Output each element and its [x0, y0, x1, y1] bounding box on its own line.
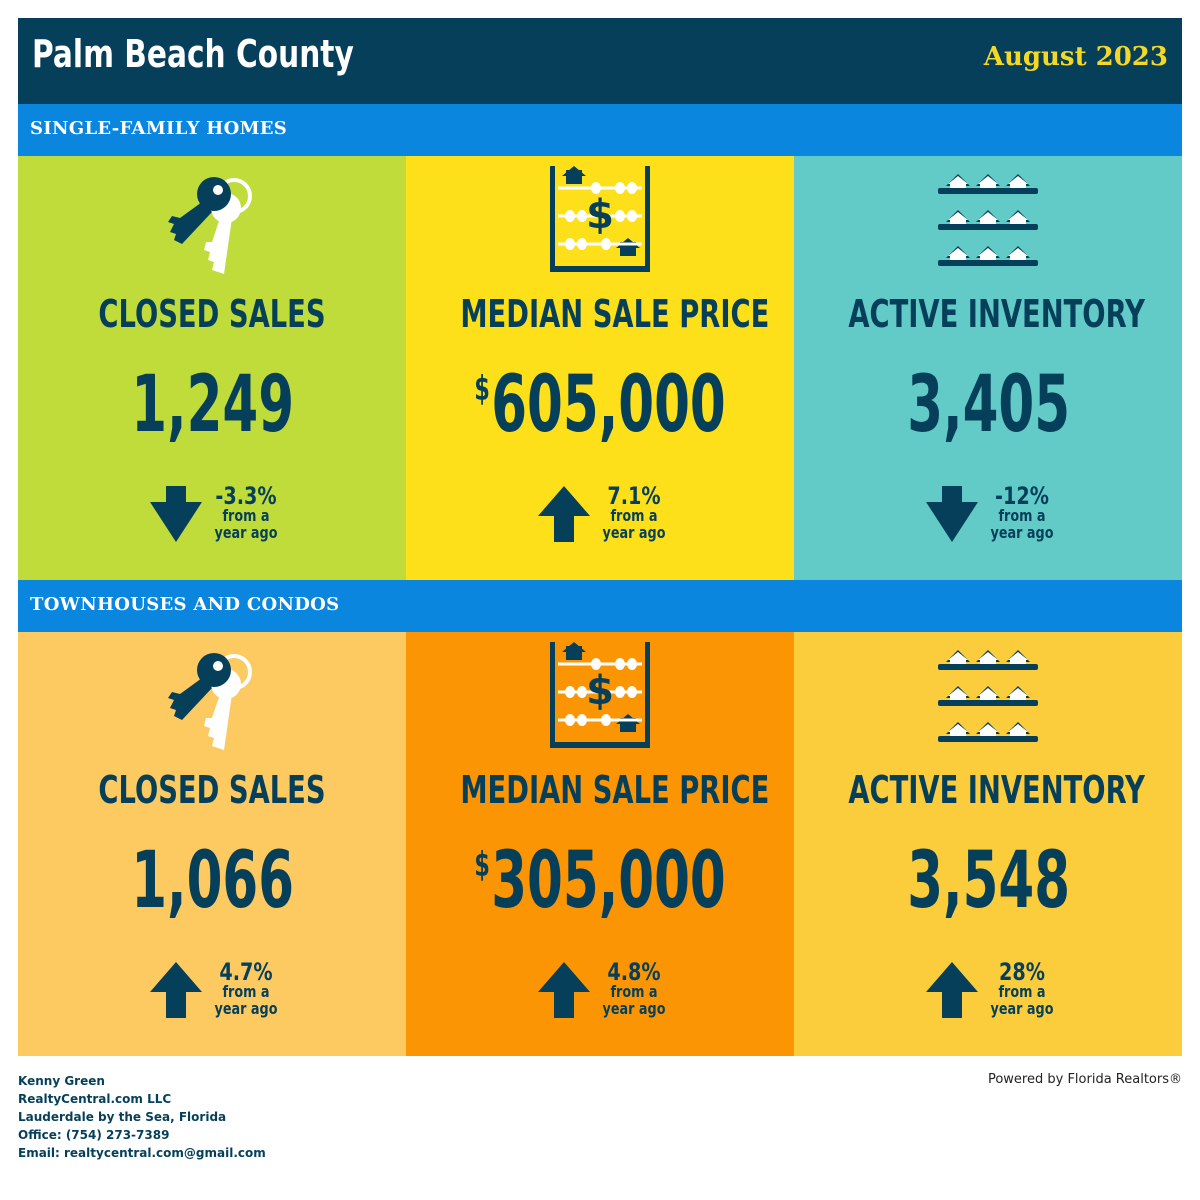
stat-number: 305,000	[491, 836, 726, 926]
stat-change	[148, 960, 308, 1030]
stat-value	[84, 360, 340, 450]
stat-panel-closed-sales	[18, 632, 406, 1056]
stat-number: 3,405	[907, 360, 1071, 450]
agent-name: Kenny Green	[18, 1074, 105, 1088]
change-percent: -12%	[995, 482, 1049, 510]
stat-value	[472, 360, 728, 450]
stat-value	[860, 360, 1116, 450]
abacus-icon	[550, 642, 650, 752]
change-caption	[990, 508, 1054, 542]
change-percent: -3.3%	[215, 482, 277, 510]
abacus-icon	[550, 166, 650, 276]
agent-office-phone: Office: (754) 273-7389	[18, 1128, 170, 1142]
stat-label: MEDIAN SALE PRICE	[460, 768, 770, 812]
stat-value	[472, 836, 728, 926]
change-percent: 28%	[999, 958, 1045, 986]
stat-change	[536, 960, 696, 1030]
stat-change	[924, 960, 1084, 1030]
stat-label: ACTIVE INVENTORY	[848, 768, 1145, 812]
caption-line: year ago	[602, 522, 666, 542]
caption-line: from a	[610, 982, 658, 1001]
caption-line: from a	[610, 506, 658, 525]
stat-change	[148, 484, 308, 554]
change-caption	[602, 508, 666, 542]
currency-symbol: $	[474, 369, 490, 409]
stat-label: CLOSED SALES	[98, 768, 326, 812]
change-caption	[602, 984, 666, 1018]
section-band-single-family	[18, 104, 1182, 156]
arrow-up-icon	[924, 960, 980, 1020]
stat-panel-active-inventory	[794, 632, 1182, 1056]
caption-line: year ago	[990, 522, 1054, 542]
caption-line: year ago	[602, 998, 666, 1018]
caption-line: from a	[222, 506, 270, 525]
svg-text:$: $	[586, 192, 614, 238]
section-band-townhouses-condos	[18, 580, 1182, 632]
stat-panel-median-sale-price	[406, 156, 794, 580]
change-percent: 4.7%	[219, 958, 273, 986]
stat-value	[860, 836, 1116, 926]
stat-change	[536, 484, 696, 554]
keys-icon	[162, 642, 262, 752]
stat-panel-active-inventory	[794, 156, 1182, 580]
agent-location: Lauderdale by the Sea, Florida	[18, 1110, 227, 1124]
change-percent: 4.8%	[607, 958, 661, 986]
stat-panel-closed-sales	[18, 156, 406, 580]
caption-line: from a	[998, 506, 1046, 525]
report-date: August 2023	[983, 42, 1168, 72]
stat-number: 605,000	[491, 360, 726, 450]
keys-icon	[162, 166, 262, 276]
header-bar	[18, 18, 1182, 104]
agent-email: Email: realtycentral.com@gmail.com	[18, 1146, 266, 1160]
stat-panel-median-sale-price	[406, 632, 794, 1056]
arrow-down-icon	[924, 484, 980, 544]
stat-label: CLOSED SALES	[98, 292, 326, 336]
section-title: TOWNHOUSES AND CONDOS	[30, 594, 340, 615]
powered-by: Powered by Florida Realtors®	[987, 1072, 1182, 1087]
agent-contact	[18, 1072, 266, 1162]
stat-number: 1,066	[131, 836, 295, 926]
stat-value	[84, 836, 340, 926]
change-caption	[214, 508, 278, 542]
stat-label: ACTIVE INVENTORY	[848, 292, 1145, 336]
houses-icon	[938, 166, 1038, 276]
section-title: SINGLE-FAMILY HOMES	[30, 118, 288, 139]
stat-number: 3,548	[907, 836, 1071, 926]
change-caption	[214, 984, 278, 1018]
stat-change	[924, 484, 1084, 554]
change-caption	[990, 984, 1054, 1018]
caption-line: from a	[222, 982, 270, 1001]
caption-line: year ago	[990, 998, 1054, 1018]
agent-company: RealtyCentral.com LLC	[18, 1092, 172, 1106]
arrow-up-icon	[148, 960, 204, 1020]
houses-icon	[938, 642, 1038, 752]
change-percent: 7.1%	[607, 482, 661, 510]
svg-text:$: $	[586, 668, 614, 714]
caption-line: year ago	[214, 998, 278, 1018]
arrow-down-icon	[148, 484, 204, 544]
page-title: Palm Beach County	[32, 32, 354, 76]
stat-label: MEDIAN SALE PRICE	[460, 292, 770, 336]
currency-symbol: $	[474, 845, 490, 885]
arrow-up-icon	[536, 484, 592, 544]
stat-number: 1,249	[131, 360, 295, 450]
arrow-up-icon	[536, 960, 592, 1020]
caption-line: year ago	[214, 522, 278, 542]
caption-line: from a	[998, 982, 1046, 1001]
